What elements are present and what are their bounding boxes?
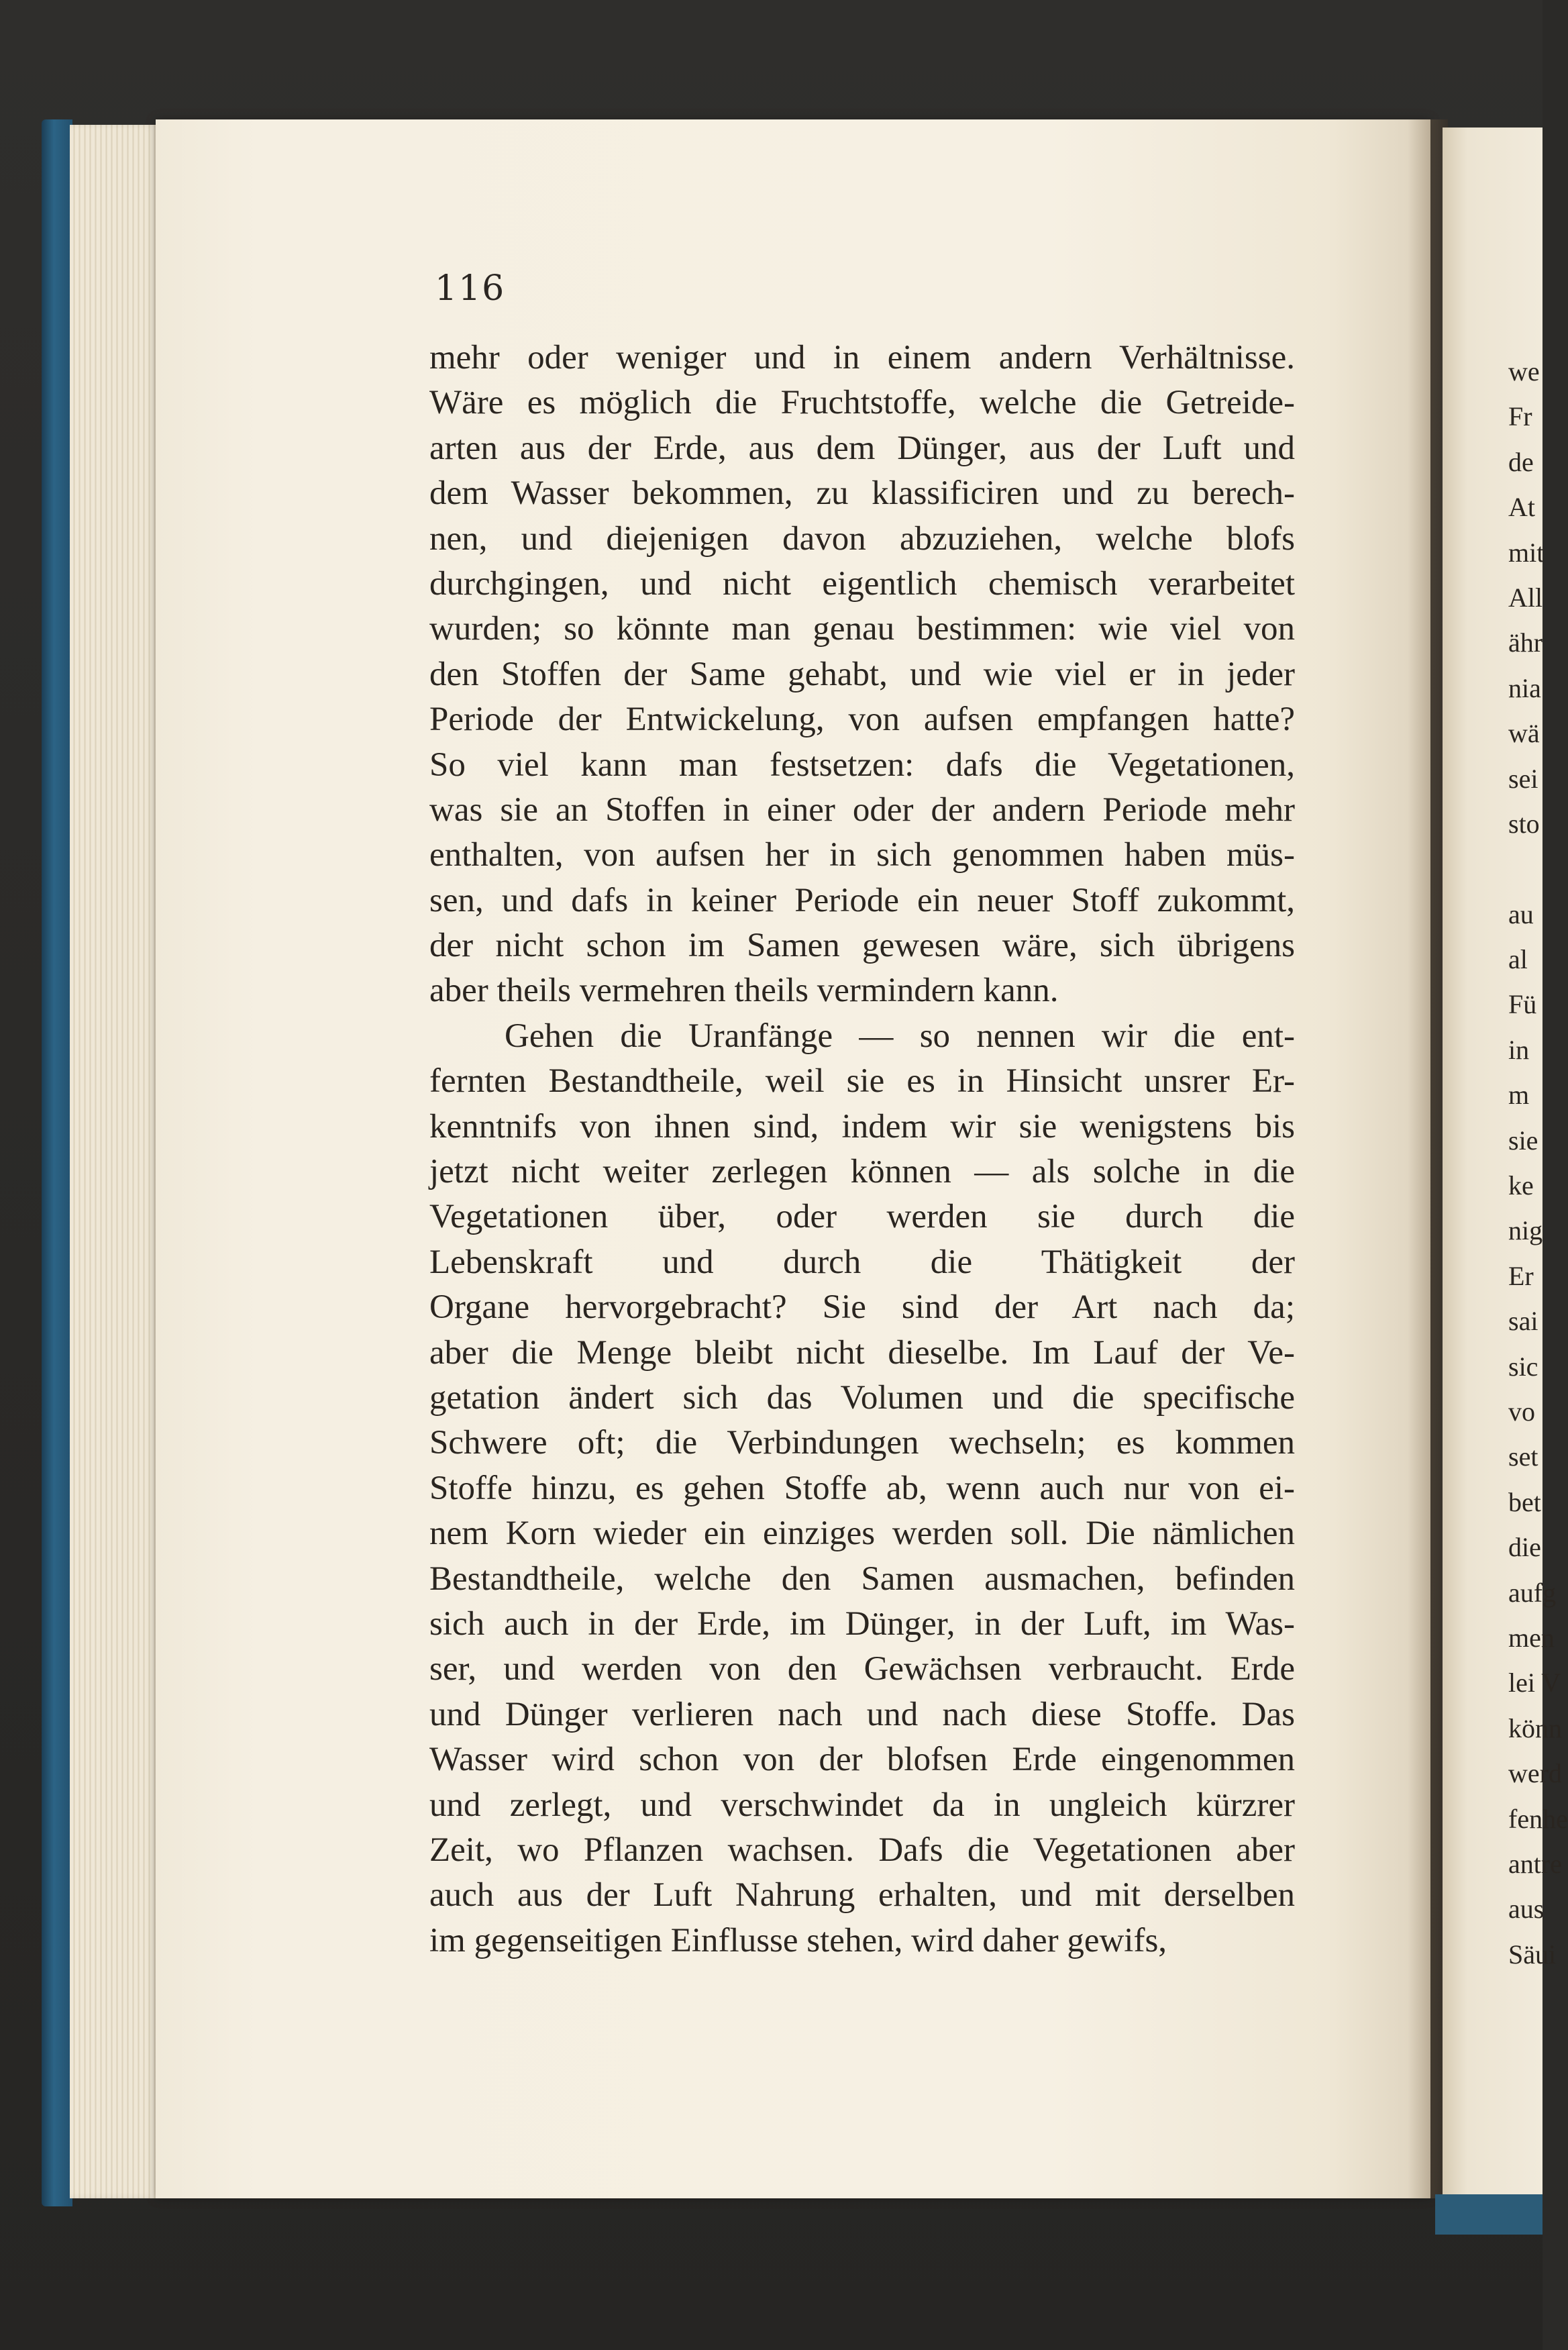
facing-page-fragment: m [1508, 1080, 1530, 1111]
page-edges [70, 125, 158, 2198]
text-line: aber die Menge bleibt nicht dieselbe. Im Lauf der Ve- [429, 1333, 1295, 1372]
facing-page-fragment: Er [1508, 1260, 1534, 1291]
facing-page-fragment: de [1508, 446, 1534, 477]
text-line: arten aus der Erde, aus dem Dünger, aus der Luft und [429, 429, 1295, 467]
facing-page-fragment: könn [1508, 1713, 1562, 1743]
facing-page-fragment: bet [1508, 1486, 1541, 1517]
text-line: den Stoffen der Same gehabt, und wie viel er in jeder [429, 655, 1295, 693]
text-line: Gehen die Uranfänge — so nennen wir die ent- [505, 1017, 1295, 1055]
facing-page-fragment: sic [1508, 1351, 1538, 1382]
text-line: ser, und werden von den Gewächsen verbraucht. Erde [429, 1650, 1295, 1688]
text-line: auch aus der Luft Nahrung erhalten, und mit derselben [429, 1876, 1295, 1914]
text-line: Periode der Entwickelung, von aufsen empfangen hatte? [429, 701, 1295, 739]
facing-page-fragment: die [1508, 1532, 1541, 1563]
facing-page-fragment: ähr [1508, 627, 1543, 658]
body-text [429, 336, 1295, 1963]
text-line: nen, und diejenigen davon abzuziehen, welche blofs [429, 519, 1295, 558]
text-line: Wasser wird schon von der blofsen Erde eingenommen [429, 1741, 1295, 1779]
text-line: Wäre es möglich die Fruchtstoffe, welche die Getreide- [429, 384, 1295, 422]
facing-page-fragment: werd [1508, 1758, 1562, 1789]
facing-page-fragment: sai [1508, 1306, 1538, 1337]
text-line: wurden; so könnte man genau bestimmen: wie viel von [429, 610, 1295, 648]
facing-page-fragment: nig [1508, 1215, 1543, 1246]
text-line: Organe hervorgebracht? Sie sind der Art nach da; [429, 1288, 1295, 1327]
facing-page-fragment: Säui [1508, 1939, 1557, 1970]
facing-page-fragment: sei [1508, 763, 1538, 794]
text-line: Schwere oft; die Verbindungen wechseln; es kommen [429, 1424, 1295, 1462]
text-line: und zerlegt, und verschwindet da in ungleich kürzrer [429, 1786, 1295, 1824]
facing-page-fragment: aufg [1508, 1577, 1557, 1608]
text-line: dem Wasser bekommen, zu klassificiren und zu berech- [429, 474, 1295, 513]
text-line: Stoffe hinzu, es gehen Stoffe ab, wenn auch nur von ei- [429, 1469, 1295, 1507]
text-line: sich auch in der Erde, im Dünger, in der Luft, im Was- [429, 1604, 1295, 1643]
book-gutter [1408, 119, 1448, 2198]
facing-page-fragment: fenhe [1508, 1803, 1568, 1834]
facing-page-fragment: set [1508, 1441, 1538, 1472]
text-line: und Dünger verlieren nach und nach diese Stoffe. Das [429, 1695, 1295, 1733]
facing-page-fragment: vo [1508, 1396, 1535, 1427]
text-line: So viel kann man festsetzen: dafs die Vegetationen, [429, 746, 1295, 784]
text-line: kenntnifs von ihnen sind, indem wir sie wenigstens bis [429, 1107, 1295, 1145]
facing-page-fragment: al [1508, 944, 1528, 975]
facing-page-text [1508, 349, 1568, 1977]
text-line: was sie an Stoffen in einer oder der andern Periode mehr [429, 790, 1295, 829]
facing-page-fragment: aus [1508, 1894, 1545, 1925]
facing-page-fragment: au [1508, 899, 1534, 929]
facing-page-fragment: mit [1508, 537, 1545, 568]
text-line: enthalten, von aufsen her in sich genommen haben müs- [429, 836, 1295, 874]
text-line: fernten Bestandtheile, weil sie es in Hinsicht unsrer Er- [429, 1062, 1295, 1101]
facing-page-fragment: Fü [1508, 989, 1537, 1020]
facing-page-fragment: ke [1508, 1170, 1534, 1201]
facing-page-fragment: sie [1508, 1125, 1538, 1156]
facing-page-fragment: sto [1508, 808, 1540, 839]
text-line: sen, und dafs in keiner Periode ein neuer Stoff zukommt, [429, 881, 1295, 919]
facing-page-fragment: At [1508, 492, 1535, 523]
text-line: im gegenseitigen Einflusse stehen, wird daher gewifs, [429, 1921, 1167, 1959]
facing-page-fragment: we [1508, 356, 1540, 387]
facing-page-fragment: antre [1508, 1848, 1562, 1879]
text-line: Bestandtheile, welche den Samen ausmachen, befinden [429, 1560, 1295, 1598]
facing-page-fragment: in [1508, 1034, 1530, 1065]
text-line: Lebenskraft und durch die Thätigkeit der [429, 1243, 1295, 1281]
facing-page-fragment: lei V [1508, 1668, 1561, 1698]
page-number: 116 [435, 268, 506, 309]
book-cover-edge [42, 119, 72, 2206]
facing-page-fragment: All [1508, 582, 1543, 613]
text-line: mehr oder weniger und in einem andern Verhältnisse. [429, 339, 1295, 376]
text-line: aber theils vermehren theils vermindern kann. [429, 972, 1059, 1010]
facing-page-fragment: Fr [1508, 401, 1532, 432]
text-line: nem Korn wieder ein einziges werden soll. Die nämlichen [429, 1515, 1295, 1553]
facing-page-fragment [1508, 846, 1543, 891]
text-line: getation ändert sich das Volumen und die specifische [429, 1378, 1295, 1417]
text-line: durchgingen, und nicht eigentlich chemisch verarbeitet [429, 564, 1295, 603]
facing-page-fragment: wä [1508, 718, 1540, 749]
text-line: Vegetationen über, oder werden sie durch die [429, 1198, 1295, 1236]
facing-page-fragment: nia [1508, 672, 1541, 703]
text-line: jetzt nicht weiter zerlegen können — als solche in die [429, 1153, 1295, 1191]
text-line: der nicht schon im Samen gewesen wäre, sich übrigens [429, 927, 1295, 965]
facing-page-fragment: men [1508, 1622, 1555, 1653]
book-cover-corner [1435, 2194, 1543, 2235]
text-line: Zeit, wo Pflanzen wachsen. Dafs die Vegetationen aber [429, 1831, 1295, 1869]
